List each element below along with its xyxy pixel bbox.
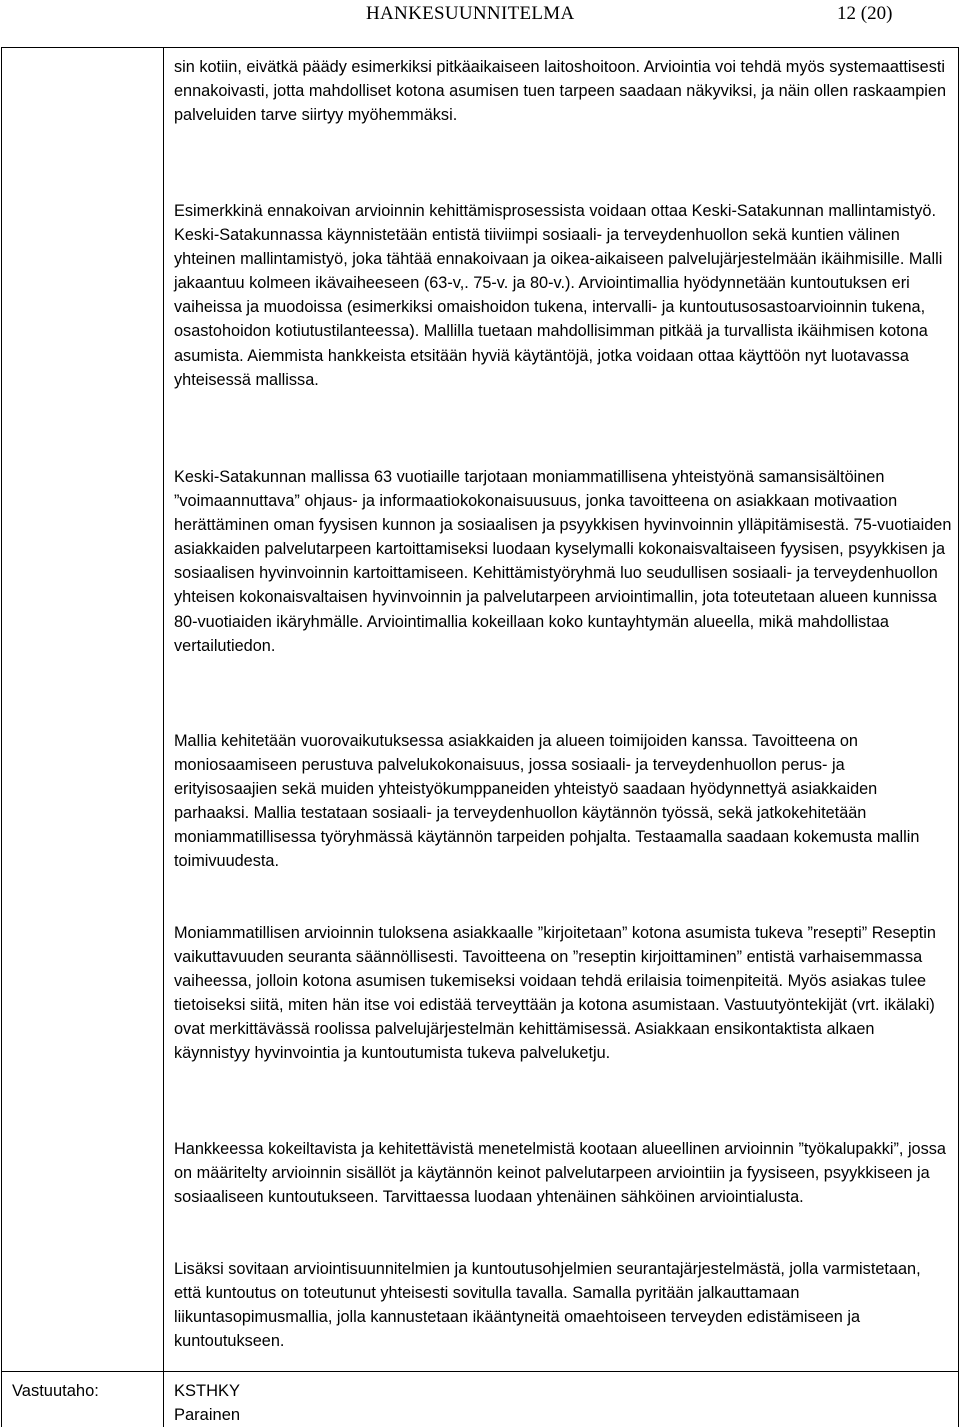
organization-location: Parainen: [174, 1406, 241, 1424]
paragraph-7: Lisäksi sovitaan arviointisuunnitelmien ja kuntoutusohjelmien seurantajärjestelmästä, jolla varmistetaan, että kuntoutus on toteutunut yhteisesti sovitulla tavalla. Samalla pyritään jalkauttamaan liikuntasopimusmallia, jolla kannustetaan ikääntyneitä omaehtoiseen terveyden edistämiseen ja kuntoutukseen.: [174, 1260, 921, 1351]
page-header: [0, 0, 960, 36]
row-divider: [1, 1371, 959, 1372]
paragraph-2: Esimerkkinä ennakoivan arvioinnin kehittämisprosessista voidaan ottaa Keski-Satakunnan mallintamistyö. Keski-Satakunnassa käynnistetään entistä tiiviimpi sosiaali- ja terveydenhuollon sekä kuntien välinen yhteinen mallintamistyö, joka tähtää ennakoivaan ja oikea-aikaiseen palvelujärjestelmään ikäihmisille. Malli jakaantuu kolmeen ikävaiheeseen (63-v,. 75-v. ja 80-v.). Arviointimallia hyödynnetään kuntoutuksen eri vaiheissa ja muodoissa (esimerkiksi omaishoidon tukena, intervalli- ja kuntoutusosastoarvioinnin tukena, osastohoidon kotiutustilanteessa). Mallilla tuetaan mahdollisimman pitkää ja turvallista ikäihmisen kotona asumista. Aiemmista hankkeista etsitään hyviä käytäntöjä, jotka voidaan ottaa käyttöön nyt luotavassa yhteisessä mallissa.: [174, 202, 943, 389]
paragraph-1: sin kotiin, eivätkä päädy esimerkiksi pitkäaikaiseen laitoshoitoon. Arviointia voi tehdä myös systemaattisesti ennakoivasti, jotta mahdolliset kotona asumisen tuen tarpeen saadaan näkyviksi, ja näin ollen raskaampien palveluiden tarve siirtyy myöhemmäksi.: [174, 58, 947, 125]
column-divider: [163, 47, 164, 1427]
responsible-party-value: [174, 1379, 240, 1427]
document-title: HANKESUUNNITELMA: [366, 3, 575, 24]
responsible-party-label: Vastuutaho:: [12, 1382, 99, 1400]
organization-name: KSTHKY: [174, 1382, 241, 1400]
paragraph-3: Keski-Satakunnan mallissa 63 vuotiaille tarjotaan moniammatillisena yhteistyönä samansisältöinen ”voimaannuttava” ohjaus- ja informaatiokokonaisuusuus, jonka tavoitteena on asiakkaan motivaation herättäminen oman fyysisen kunnon ja sosiaalisen ja psyykkisen hyvinvoinnin ylläpitämisestä. 75-vuotiaiden asiakkaiden palvelutarpeen kartoittamiseksi luodaan kyselymalli kokonaisvaltaiseen fyysisen, psyykkisen ja sosiaalisen hyvinvoinnin kartoittamiseen. Kehittämistyöryhmä luo seudullisen sosiaali- ja terveydenhuollon yhteisen kokonaisvaltaisen hyvinvoinnin ja palvelutarpeen arviointimallin, jota toteutetaan alueen kunnissa 80-vuotiaiden ikäryhmälle. Arviointimallia kokeillaan koko kuntayhtymän alueella, mikä mahdollistaa vertailutiedon.: [174, 468, 952, 655]
page-number: 12 (20): [837, 3, 893, 24]
paragraph-6: Hankkeessa kokeiltavista ja kehitettävistä menetelmistä kootaan alueellinen arvioinnin ”työkalupakki”, jossa on määritelty arvioinnin sisällöt ja käytännön keinot palvelutarpeen arviointiin ja fyysiseen, psyykkiseen ja sosiaaliseen kuntoutukseen. Tarvittaessa luodaan yhtenäinen sähköinen arviointialusta.: [174, 1140, 946, 1207]
paragraph-4: Mallia kehitetään vuorovaikutuksessa asiakkaiden ja alueen toimijoiden kanssa. Tavoitteena on moniosaamiseen perustuva palvelukokonaisuus, jossa sosiaali- ja terveydenhuollon perus- ja erityisosaajien sekä muiden yhteistyökumppaneiden yhteistyö saadaan hyödynnettyä asiakkaiden parhaaksi. Mallia testataan sosiaali- ja terveydenhuollon käytännön työssä, sekä jatkokehitetään moniammatillisessa työryhmässä käytännön tarpeiden pohjalta. Testaamalla saadaan kokemusta mallin toimivuudesta.: [174, 732, 920, 871]
paragraph-5: Moniammatillisen arvioinnin tuloksena asiakkaalle ”kirjoitetaan” kotona asumista tukeva ”resepti” Reseptin vaikuttavuuden seuranta säännöllisesti. Tavoitteena on ”reseptin kirjoittaminen” entistä varhaisemmassa vaiheessa, jolloin kotona asumisen tukemiseksi voidaan tehdä erilaisia toimenpiteitä. Myös asiakas tulee tietoiseksi siitä, miten hän itse voi edistää terveyttään ja kotona asumistaan. Vastuutyöntekijät (vrt. ikälaki) ovat merkittävässä roolissa palvelujärjestelmän kehittämisessä. Asiakkaan ensikontaktista alkaen käynnistyy hyvinvointia ja kuntoutumista tukeva palveluketju.: [174, 924, 936, 1063]
